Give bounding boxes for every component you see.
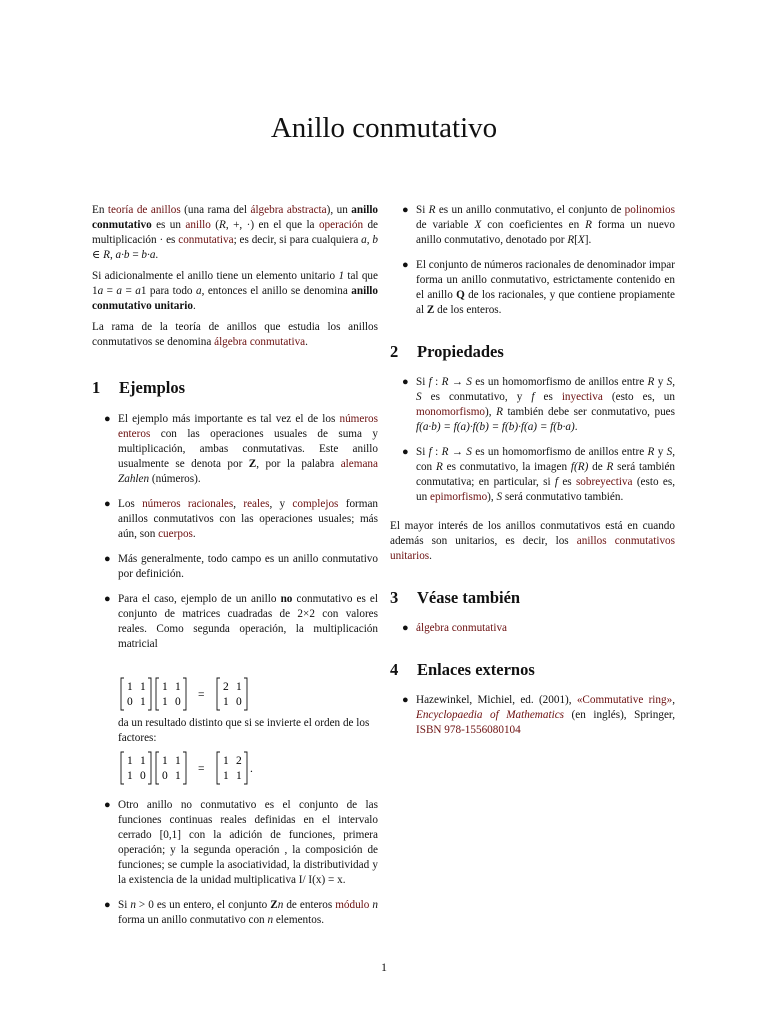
math: 1	[338, 270, 345, 282]
external-links-list	[390, 693, 675, 738]
text: ,	[109, 249, 116, 261]
link-conmutativa[interactable]: conmutativa	[178, 234, 234, 246]
link-algebra-conmutativa[interactable]: álgebra conmutativa	[416, 622, 508, 634]
text: .	[429, 550, 432, 562]
text: →	[448, 376, 467, 388]
math: S	[666, 376, 673, 388]
list-item	[92, 412, 378, 487]
text: .	[574, 421, 578, 433]
math: n	[372, 899, 378, 911]
text: será también conmutativa; en particular, si	[416, 461, 676, 488]
text: :	[431, 376, 442, 388]
text: 1 para todo	[140, 285, 196, 297]
link-inyectiva[interactable]: inyectiva	[561, 391, 603, 403]
text: , entonces el anillo se denomina	[201, 285, 352, 297]
link-encyclopaedia[interactable]: Encyclopaedia of Mathematics	[416, 709, 565, 721]
text: , por la palabra	[256, 458, 341, 470]
link-algebra-conmutativa[interactable]: álgebra conmutativa	[214, 336, 306, 348]
bullet-icon: ●	[402, 204, 409, 216]
text: ; es decir, si para cualquiera	[233, 234, 362, 246]
text: .	[192, 528, 196, 540]
matrix-cell: 1	[127, 755, 133, 767]
text: [	[574, 234, 578, 246]
link-anillo[interactable]: anillo	[185, 219, 211, 231]
text: , y	[269, 498, 293, 510]
bullet-icon: ●	[104, 553, 111, 565]
math: a	[195, 285, 202, 297]
math: R	[441, 446, 449, 458]
section-number: 4	[390, 660, 399, 679]
math: R	[647, 376, 655, 388]
text: .	[193, 300, 196, 312]
list-item	[390, 203, 675, 248]
period: .	[250, 763, 253, 775]
section-heading-vease-tambien	[390, 590, 675, 605]
link-reales[interactable]: reales	[243, 498, 270, 510]
math: f(R)	[570, 461, 589, 473]
text: Si	[416, 376, 429, 388]
section-number: 1	[92, 378, 101, 397]
math: R	[567, 234, 575, 246]
text: forma un anillo conmutativo con	[118, 914, 268, 926]
list-item	[390, 375, 675, 435]
link-operacion[interactable]: operación	[318, 219, 364, 231]
text: ),	[485, 406, 497, 418]
text: elementos.	[273, 914, 324, 926]
math-bold: Z	[426, 304, 435, 316]
bold-text: no	[280, 593, 293, 605]
examples-list-right	[390, 203, 675, 318]
link-isbn[interactable]: ISBN 978-1556080104	[416, 724, 521, 736]
section-heading-propiedades	[390, 344, 675, 359]
text: =	[103, 285, 117, 297]
math-bold: Z	[270, 899, 278, 911]
link-numeros-racionales[interactable]: números racionales	[142, 498, 234, 510]
math: R	[441, 376, 449, 388]
matrix-cell: 1	[140, 681, 146, 693]
bullet-icon: ●	[402, 376, 409, 388]
text: tal que 1	[92, 270, 378, 297]
math: S	[496, 491, 503, 503]
text: ,	[672, 376, 676, 388]
text: es	[534, 391, 562, 403]
text: de multiplicación · es	[92, 219, 379, 246]
matrix-cell: 0	[140, 770, 146, 782]
matrix-cell: 0	[162, 770, 168, 782]
text: forma un nuevo anillo conmutativo, denotado por	[416, 219, 675, 246]
link-alemana[interactable]: alemana	[340, 458, 378, 470]
text: →	[448, 446, 467, 458]
math: R	[647, 446, 655, 458]
section-heading-ejemplos	[92, 380, 378, 395]
matrix-cell: 1	[127, 770, 133, 782]
text: (en inglés), Springer,	[564, 709, 675, 721]
matrix-cell: 1	[175, 681, 181, 693]
math: X	[577, 234, 585, 246]
link-epimorfismo[interactable]: epimorfismo	[429, 491, 488, 503]
section-heading-enlaces-externos	[390, 662, 675, 677]
link-sobreyectiva[interactable]: sobreyectiva	[575, 476, 633, 488]
matrix-cell: 1	[236, 770, 242, 782]
text: En	[92, 204, 108, 216]
section-number: 2	[390, 342, 399, 361]
link-modulo[interactable]: módulo	[335, 899, 370, 911]
text: (una rama del	[180, 204, 251, 216]
text: y	[654, 376, 667, 388]
math: a	[97, 285, 104, 297]
text: ),	[487, 491, 497, 503]
math: R	[606, 461, 614, 473]
bullet-icon: ●	[104, 413, 111, 425]
text: es un	[151, 219, 186, 231]
text: El mayor interés de los anillos conmutativos está en cuando además son unitarios, es decir, los	[390, 520, 675, 547]
math: f	[428, 376, 432, 388]
term-anillo-conmutativo-unitario: anillo conmutativo unitario	[92, 285, 378, 312]
examples-list	[92, 412, 378, 652]
bullet-icon: ●	[104, 799, 111, 811]
equals-sign: =	[198, 763, 205, 775]
link-teoria-de-anillos[interactable]: teoría de anillos	[107, 204, 181, 216]
math-bold: Z	[248, 458, 257, 470]
matrix-cell: 1	[223, 755, 229, 767]
list-item	[92, 898, 378, 928]
text: ,	[233, 498, 244, 510]
math: S	[466, 376, 472, 388]
text: ), un	[326, 204, 352, 216]
matrix-equation-1	[118, 676, 378, 712]
text: con las operaciones usuales de suma y multiplicación, ambas conmutativas. Este anillo usualmente se denota por	[118, 428, 378, 470]
math: f	[531, 391, 535, 403]
text: La rama de la teoría de anillos que estudia los anillos conmutativos se denomina	[92, 321, 378, 348]
text: también debe ser conmutativo, pues	[502, 406, 675, 418]
list-item	[92, 798, 378, 888]
text: es un anillo conmutativo, el conjunto de	[435, 204, 625, 216]
math: R	[435, 461, 443, 473]
list-item	[390, 258, 675, 318]
link-polinomios[interactable]: polinomios	[624, 204, 675, 216]
math: n	[130, 899, 136, 911]
section-title: Ejemplos	[119, 378, 185, 397]
text: ∈	[92, 249, 104, 261]
bullet-icon: ●	[104, 899, 111, 911]
text: , con	[416, 446, 676, 473]
link-commutative-ring[interactable]: «Commutative ring»	[576, 694, 673, 706]
text: ,	[672, 694, 675, 706]
matrix-cell: 1	[175, 770, 181, 782]
text: ].	[584, 234, 592, 246]
text: .	[155, 249, 159, 261]
math: S	[666, 446, 673, 458]
matrix-cell: 2	[223, 681, 229, 693]
bullet-icon: ●	[402, 259, 409, 271]
text: =	[122, 285, 136, 297]
matrix-product-svg	[118, 750, 268, 786]
link-complejos[interactable]: complejos	[292, 498, 339, 510]
matrix-cell: 1	[162, 755, 168, 767]
math-bold: Q	[456, 289, 465, 301]
text: con coeficientes en	[481, 219, 586, 231]
math: n	[277, 899, 284, 911]
matrix-cell: 1	[236, 681, 242, 693]
text: es conmutativo, y	[421, 391, 532, 403]
list-item	[390, 621, 675, 636]
math: a	[116, 285, 123, 297]
examples-list-continued	[92, 798, 378, 928]
see-also-list	[390, 621, 675, 636]
math: a	[135, 285, 141, 297]
text: (números).	[149, 473, 201, 485]
text: es conmutativo, la imagen	[442, 461, 571, 473]
text: forman anillos conmutativos con las operaciones usuales; más aún, son	[118, 498, 379, 540]
matrix-cell: 1	[223, 696, 229, 708]
math: R	[428, 204, 436, 216]
matrix-cell: 0	[127, 696, 133, 708]
text: (	[210, 219, 220, 231]
text: :	[431, 446, 442, 458]
bullet-icon: ●	[104, 593, 111, 605]
matrix-cell: 0	[175, 696, 181, 708]
text: El conjunto de números racionales de denominador impar forma un anillo conmutativo, estrictamente contenido en el anillo	[416, 259, 675, 301]
section-title: Véase también	[417, 588, 521, 607]
text: es un homomorfismo de anillos entre	[471, 446, 648, 458]
matrix-cell: 1	[140, 696, 146, 708]
left-column	[92, 203, 378, 938]
matrix-cell: 1	[140, 755, 146, 767]
text: Para el caso, ejemplo de un anillo	[118, 593, 281, 605]
text: (esto es, un	[416, 476, 675, 503]
math: n	[267, 914, 274, 926]
text: de	[588, 461, 607, 473]
matrix-cell: 1	[127, 681, 133, 693]
properties-paragraph	[390, 519, 675, 564]
math: X	[474, 219, 482, 231]
text: Hazewinkel, Michiel, ed. (2001),	[416, 694, 577, 706]
math: f	[554, 476, 558, 488]
text: , +, ·) en el que la	[225, 219, 319, 231]
text: Más generalmente, todo campo es un anillo conmutativo por definición.	[118, 553, 378, 580]
math: R	[219, 219, 226, 231]
math: S	[466, 446, 472, 458]
section-number: 3	[390, 588, 399, 607]
text: Si adicionalmente el anillo tiene un elemento unitario	[92, 270, 339, 282]
text: de enteros	[283, 899, 336, 911]
text: de variable	[416, 219, 475, 231]
list-item	[92, 592, 378, 652]
math: R	[585, 219, 592, 231]
text: conmutativo es el conjunto de matrices cuadradas de 2×2 con valores reales. Como segunda operación, la multiplicación matricial	[118, 593, 378, 650]
link-monomorfismo[interactable]: monomorfismo	[416, 406, 485, 418]
page-number: 1	[381, 960, 387, 974]
matrix-cell: 1	[175, 755, 181, 767]
matrix-equation-2	[118, 750, 378, 786]
matrix-cell: 1	[223, 770, 229, 782]
bullet-icon: ●	[402, 694, 409, 706]
math: S	[416, 391, 422, 403]
text: .	[305, 336, 308, 348]
text: de los enteros.	[434, 304, 502, 316]
section-title: Propiedades	[417, 342, 504, 361]
text: El ejemplo más importante es tal vez el de los	[118, 413, 340, 425]
list-item	[390, 445, 675, 505]
text: Otro anillo no conmutativo es el conjunto de las funciones continuas reales definidas en el intervalo cerrado [0,1] con la adición de funciones, primera operación; y la segunda operación , la composición de funciones; se cumple la asociatividad, la distributividad y la existencia de la unidad multiplicativa I/ I(x) = x.	[118, 799, 378, 886]
text: es un homomorfismo de anillos entre	[471, 376, 648, 388]
text: > 0 es un entero, el conjunto	[135, 899, 271, 911]
equals-sign: =	[198, 689, 205, 701]
math: R	[103, 249, 110, 261]
text: Los	[118, 498, 143, 510]
text: será conmutativo también.	[502, 491, 624, 503]
text: es	[558, 476, 576, 488]
intro-paragraph-1	[92, 203, 378, 263]
math: f	[428, 446, 432, 458]
text: Si	[416, 204, 429, 216]
intro-paragraph-2	[92, 269, 378, 314]
italic-text: Zahlen	[118, 473, 150, 485]
math: a, b	[361, 234, 378, 246]
text: Si	[416, 446, 429, 458]
text: Si	[118, 899, 131, 911]
math: b·a	[141, 249, 156, 261]
section-title: Enlaces externos	[417, 660, 535, 679]
term-anillo-conmutativo: anillo conmutativo	[92, 204, 379, 231]
matrix-cell: 1	[162, 696, 168, 708]
link-cuerpos[interactable]: cuerpos	[158, 528, 193, 540]
matrix-cell: 0	[236, 696, 242, 708]
list-item	[92, 497, 378, 542]
matrix-cell: 2	[236, 755, 242, 767]
math: f(a·b) = f(a)·f(b) = f(b)·f(a) = f(b·a)	[416, 421, 575, 433]
link-anillos-conmutativos-unitarios[interactable]: anillos conmutativos unitarios	[390, 535, 675, 562]
matrix-cell: 1	[162, 681, 168, 693]
list-item	[92, 552, 378, 582]
bullet-icon: ●	[402, 446, 409, 458]
intro-paragraph-3	[92, 320, 378, 350]
properties-list	[390, 375, 675, 505]
text: y	[654, 446, 667, 458]
right-column	[390, 203, 675, 748]
math: a·b	[115, 249, 130, 261]
text: (esto es, un	[602, 391, 675, 403]
list-item	[390, 693, 675, 738]
math: R	[496, 406, 503, 418]
text: =	[129, 249, 142, 261]
link-numeros-enteros[interactable]: números enteros	[118, 413, 378, 440]
bullet-icon: ●	[104, 498, 111, 510]
page-title: Anillo conmutativo	[270, 112, 498, 144]
bullet-icon: ●	[402, 622, 409, 634]
matrix-explanation: da un resultado distinto que si se invierte el orden de los factores:	[118, 717, 370, 744]
text: de los racionales, y que contiene propiamente al	[416, 289, 675, 316]
link-algebra-abstracta[interactable]: álgebra abstracta	[250, 204, 327, 216]
matrix-product-svg	[118, 676, 268, 712]
